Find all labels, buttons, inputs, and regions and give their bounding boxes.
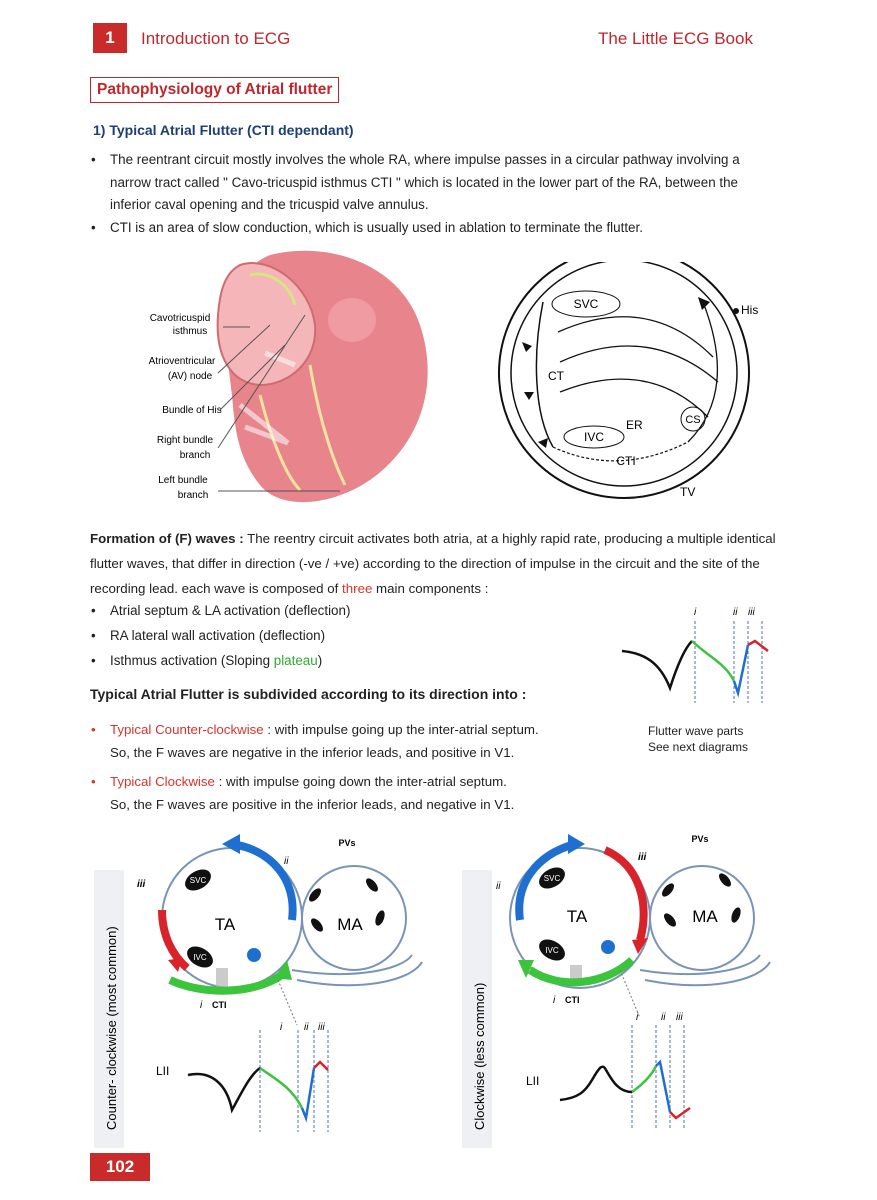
ccw-ii-label: ii [284,856,289,867]
green-arrowhead [274,960,292,980]
cw-pointer [620,970,640,1018]
ccw-wave-ii: ii [304,1022,309,1033]
type-desc-2: So, the F waves are negative in the inferior leads, and positive in V1. [110,745,515,760]
formation-text-after: main components : [372,581,489,596]
cti-block [216,968,228,988]
subdivided-heading: Typical Atrial Flutter is subdivided according to its direction into : [90,686,527,702]
ccw-wave-iii: iii [318,1022,325,1033]
his-dot [733,308,739,314]
wave-segment-green [692,641,734,681]
counter-clockwise-diagram [92,830,452,1148]
label-rbb: Right bundle branch [156,435,214,461]
activation-arrow-2 [560,346,718,382]
svc-badge-label: SVC [543,874,561,883]
arrowhead [524,392,534,400]
pvs-label: PVs [691,834,709,844]
heart-conduction-illustration [120,245,465,515]
page-number: 102 [90,1153,150,1181]
wave-components-list [90,598,350,673]
wave-segment-black [622,641,692,688]
chapter-number-badge: 1 [93,23,127,53]
intro-bullet-list [90,149,770,239]
wave-component [90,648,350,673]
wave-caption [648,723,748,755]
ccw-side-label: Counter- clockwise (most common) [104,926,119,1130]
clockwise-diagram [460,830,820,1148]
flutter-type-ccw [90,718,630,764]
blue-arrowhead [568,834,585,854]
plateau-word: plateau [273,653,318,668]
reentrant-circuit-diagram [498,262,778,502]
cw-wave-green [632,1066,656,1092]
label-lbb: Left bundle branch [158,475,209,501]
svc-label: SVC [573,297,599,311]
ct-label: CT [548,369,564,383]
formation-paragraph [90,526,780,601]
cw-wave-i: i [636,1012,639,1023]
ccw-i-label: i [200,1000,203,1011]
wave-component-text: Isthmus activation (Sloping [110,653,274,668]
activation-arrow-1 [558,317,713,357]
ccw-wave-i: i [280,1022,283,1033]
wave-caption-line2: See next diagrams [648,740,749,754]
pv-ostium [307,886,323,903]
aorta-shape [328,298,376,342]
ivc-label: IVC [583,430,605,444]
type-desc: : with impulse going up the inter-atrial septum. [263,722,539,737]
pv-ostium [364,876,380,893]
ccw-iii-label: iii [137,879,146,890]
cw-wave-iii: iii [676,1012,683,1023]
ccw-lead-label: LII [156,1064,170,1078]
formation-heading: Formation of (F) waves : [90,531,244,546]
label-av-node: Atrioventricular (AV) node [148,356,216,382]
ta-label: TA [214,915,236,934]
cw-wave-blue [656,1062,670,1112]
wave-label-ii: ii [733,607,738,618]
flutter-wave-parts-diagram [620,603,780,708]
his-label: His [741,303,759,317]
cw-ii-label: ii [496,881,501,892]
pvs-label: PVs [338,838,356,848]
flutter-types-list [90,718,630,822]
red-arrow-arc [605,850,644,940]
wave-component-close: ) [317,653,323,668]
intro-bullet: • The reentrant circuit mostly involves the whole RA, where impulse passes in a circular pathway involving a narrow tract called " Cavo-tricuspid isthmus CTI " which is located in the lower part of the RA, between the inferior caval opening and the tricuspid valve annulus. [90,149,770,217]
arrowhead [522,342,532,352]
pv-ostium [662,911,678,928]
tv-label: TV [680,485,696,499]
wave-segment-blue [734,645,748,693]
ccw-wave-green [260,1068,302,1108]
section-title: Pathophysiology of Atrial flutter [90,77,339,103]
red-arrowhead [632,938,648,954]
wave-segment-red [748,641,768,651]
pv-ostium [309,916,325,933]
label-his: Bundle of His [162,405,222,416]
arrowhead [538,438,548,448]
chapter-title: Introduction to ECG [141,29,291,48]
ccw-wave-blue [302,1068,314,1118]
wave-label-iii: iii [748,607,755,618]
ma-label: MA [337,915,363,934]
cs-label: CS [685,414,701,426]
cw-cti-label: CTI [565,995,580,1005]
cs-tube [640,955,760,974]
wave-label-i: i [694,607,697,618]
cw-i-label: i [553,995,556,1006]
cw-wave-black [560,1067,632,1100]
pv-ostium [730,906,743,924]
formation-highlight: three [342,581,373,596]
cw-side-label: Clockwise (less common) [472,982,487,1130]
type-desc-2: So, the F waves are positive in the inferior leads, and negative in V1. [110,797,515,812]
cw-wave-ii: ii [661,1012,666,1023]
type-desc: : with impulse going down the inter-atrial septum. [214,774,507,789]
ivc-badge-label: IVC [545,946,559,955]
flutter-type-cw [90,770,630,816]
red-arrowhead [168,958,182,972]
pv-ostium [374,909,387,927]
cw-wave-red [670,1108,690,1118]
er-label: ER [626,418,643,432]
cw-lead-label: LII [526,1074,540,1088]
cs-tube [292,955,412,974]
wave-component: • Atrial septum & LA activation (deflection) [90,598,350,623]
ma-label: MA [692,907,718,926]
svc-badge-label: SVC [189,876,207,885]
subsection-title: 1) Typical Atrial Flutter (CTI dependant) [93,122,354,138]
blue-arrowhead [222,834,240,854]
cs-dot [601,940,615,954]
wave-caption-line1: Flutter wave parts [648,724,744,738]
type-name: Typical Clockwise [110,774,215,789]
ccw-wave-red [314,1062,328,1070]
ta-label: TA [566,907,588,926]
ccw-wave-black [188,1068,260,1110]
cw-iii-label: iii [638,852,647,863]
cti-label: CTI [616,454,636,468]
annulus-inner-ring [511,262,737,486]
ccw-pointer [278,980,297,1025]
book-title: The Little ECG Book [598,29,753,48]
wave-component: • RA lateral wall activation (deflection) [90,623,350,648]
ivc-badge-label: IVC [193,953,207,962]
label-cti-line1: Cavotricuspid isthmus [149,313,211,337]
type-name: Typical Counter-clockwise [110,722,264,737]
cs-dot [247,948,261,962]
formation-text: The reentry circuit activates both atria, at a highly rapid rate, producing a multiple identical flutter waves, that differ in direction (-ve / +ve) according to the direction of impulse in the circuit and the site of the recording lead. each wave is composed of [90,531,776,596]
arrowhead [698,297,710,310]
intro-bullet: • CTI is an area of slow conduction, which is usually used in ablation to terminate the flutter. [90,217,770,240]
ccw-cti-label: CTI [212,1000,227,1010]
